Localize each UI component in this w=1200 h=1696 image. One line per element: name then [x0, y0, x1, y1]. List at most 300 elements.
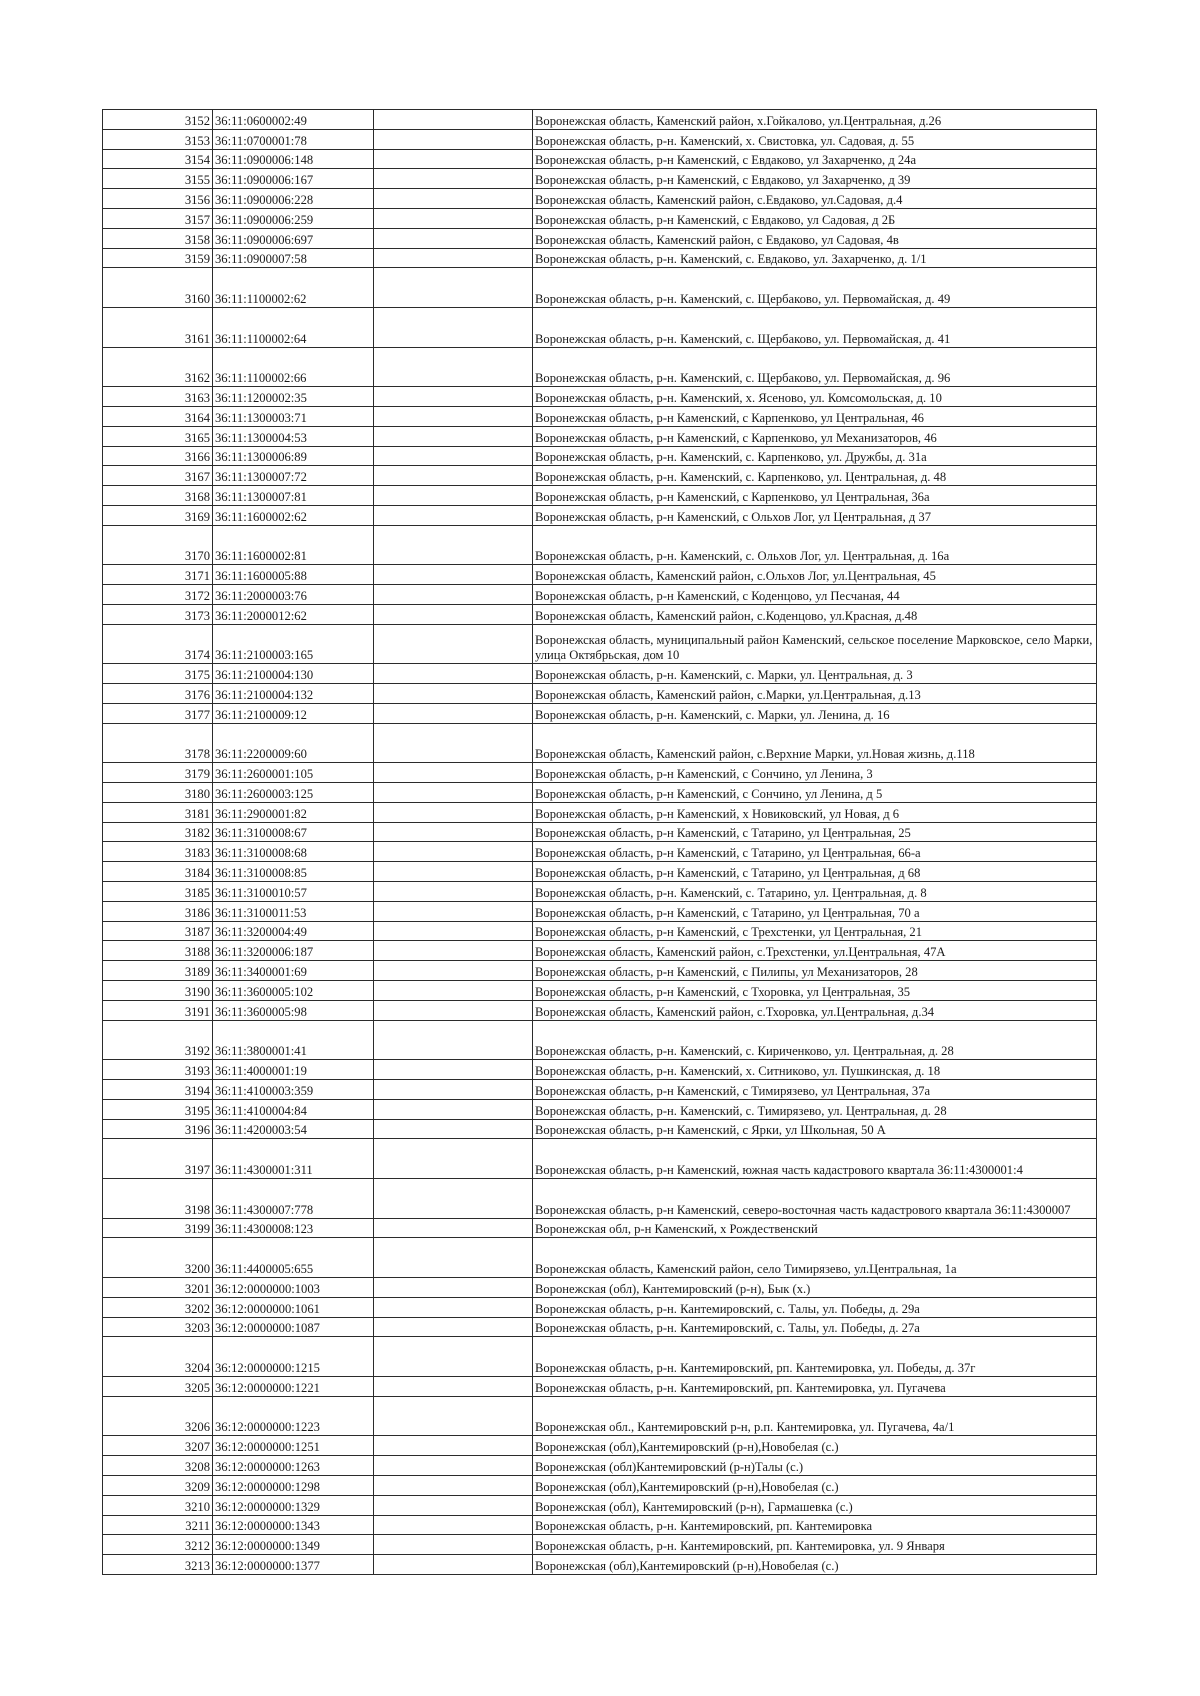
table-row — [103, 1377, 1097, 1397]
address-cell: Воронежская область, р-н Каменский, с Тимирязево, ул Центральная, 37а — [533, 1080, 1097, 1100]
table-row — [103, 1456, 1097, 1476]
address-cell: Воронежская область, р-н Каменский, с Татарино, ул Центральная, 25 — [533, 822, 1097, 842]
empty-cell — [374, 802, 533, 822]
table-row — [103, 723, 1097, 763]
row-number-cell: 3190 — [103, 981, 213, 1001]
table-row — [103, 1317, 1097, 1337]
empty-cell — [374, 169, 533, 189]
row-number-cell: 3194 — [103, 1080, 213, 1100]
cadastral-number-cell: 36:11:0700001:78 — [213, 129, 374, 149]
cadastral-number-cell: 36:11:2900001:82 — [213, 802, 374, 822]
empty-cell — [374, 1436, 533, 1456]
empty-cell — [374, 842, 533, 862]
row-number-cell: 3182 — [103, 822, 213, 842]
table-row — [103, 882, 1097, 902]
empty-cell — [374, 1238, 533, 1278]
cadastral-number-cell: 36:11:0900006:228 — [213, 189, 374, 209]
cadastral-number-cell: 36:11:0900006:259 — [213, 208, 374, 228]
row-number-cell: 3207 — [103, 1436, 213, 1456]
row-number-cell: 3199 — [103, 1218, 213, 1238]
empty-cell — [374, 901, 533, 921]
cadastral-number-cell: 36:11:1600002:62 — [213, 505, 374, 525]
empty-cell — [374, 1179, 533, 1219]
table-row — [103, 406, 1097, 426]
empty-cell — [374, 1099, 533, 1119]
table-row — [103, 1475, 1097, 1495]
row-number-cell: 3188 — [103, 941, 213, 961]
address-cell: Воронежская область, р-н Каменский, с Тхоровка, ул Центральная, 35 — [533, 981, 1097, 1001]
cadastral-number-cell: 36:11:4300001:311 — [213, 1139, 374, 1179]
table-row — [103, 901, 1097, 921]
cadastral-number-cell: 36:12:0000000:1223 — [213, 1396, 374, 1436]
table-row — [103, 347, 1097, 387]
table-body — [103, 110, 1097, 1575]
cadastral-number-cell: 36:11:4100003:359 — [213, 1080, 374, 1100]
empty-cell — [374, 1000, 533, 1020]
cadastral-number-cell: 36:12:0000000:1221 — [213, 1377, 374, 1397]
empty-cell — [374, 1218, 533, 1238]
cadastral-number-cell: 36:11:2600001:105 — [213, 763, 374, 783]
cadastral-number-cell: 36:11:3800001:41 — [213, 1020, 374, 1060]
table-row — [103, 1535, 1097, 1555]
row-number-cell: 3178 — [103, 723, 213, 763]
cadastral-number-cell: 36:11:1200002:35 — [213, 387, 374, 407]
table-row — [103, 624, 1097, 664]
address-cell: Воронежская область, р-н. Каменский, х. Ситниково, ул. Пушкинская, д. 18 — [533, 1060, 1097, 1080]
table-row — [103, 1436, 1097, 1456]
address-cell: Воронежская область, р-н Каменский, с Евдаково, ул Захарченко, д 24а — [533, 149, 1097, 169]
address-cell: Воронежская область, р-н Каменский, с Карпенково, ул Механизаторов, 46 — [533, 426, 1097, 446]
cadastral-number-cell: 36:11:4000001:19 — [213, 1060, 374, 1080]
table-row — [103, 941, 1097, 961]
address-cell: Воронежская область, р-н. Каменский, с. Марки, ул. Ленина, д. 16 — [533, 703, 1097, 723]
cadastral-number-cell: 36:11:3100010:57 — [213, 882, 374, 902]
table-row — [103, 802, 1097, 822]
cadastral-number-cell: 36:11:4300007:778 — [213, 1179, 374, 1219]
table-row — [103, 703, 1097, 723]
table-row — [103, 921, 1097, 941]
empty-cell — [374, 110, 533, 130]
cadastral-number-cell: 36:12:0000000:1251 — [213, 1436, 374, 1456]
empty-cell — [374, 486, 533, 506]
address-cell: Воронежская область, р-н Каменский, с Карпенково, ул Центральная, 36а — [533, 486, 1097, 506]
cadastral-number-cell: 36:11:3200004:49 — [213, 921, 374, 941]
row-number-cell: 3205 — [103, 1377, 213, 1397]
table-row — [103, 208, 1097, 228]
cadastral-number-cell: 36:12:0000000:1061 — [213, 1297, 374, 1317]
cadastral-number-cell: 36:12:0000000:1377 — [213, 1555, 374, 1575]
address-cell: Воронежская область, р-н. Каменский, с. Щербаково, ул. Первомайская, д. 49 — [533, 268, 1097, 308]
address-cell: Воронежская область, р-н Каменский, с Ярки, ул Школьная, 50 А — [533, 1119, 1097, 1139]
empty-cell — [374, 387, 533, 407]
empty-cell — [374, 347, 533, 387]
address-cell: Воронежская область, р-н Каменский, с Сончино, ул Ленина, 3 — [533, 763, 1097, 783]
cadastral-number-cell: 36:11:4100004:84 — [213, 1099, 374, 1119]
table-row — [103, 505, 1097, 525]
cadastral-number-cell: 36:12:0000000:1343 — [213, 1515, 374, 1535]
cadastral-number-cell: 36:11:0900006:148 — [213, 149, 374, 169]
row-number-cell: 3162 — [103, 347, 213, 387]
row-number-cell: 3168 — [103, 486, 213, 506]
empty-cell — [374, 307, 533, 347]
address-cell: Воронежская область, р-н. Кантемировский, рп. Кантемировка, ул. Победы, д. 37г — [533, 1337, 1097, 1377]
address-cell: Воронежская область, р-н. Кантемировский, с. Талы, ул. Победы, д. 27а — [533, 1317, 1097, 1337]
row-number-cell: 3192 — [103, 1020, 213, 1060]
cadastral-number-cell: 36:11:3100011:53 — [213, 901, 374, 921]
cadastral-number-cell: 36:11:1300007:81 — [213, 486, 374, 506]
cadastral-number-cell: 36:11:1100002:66 — [213, 347, 374, 387]
row-number-cell: 3164 — [103, 406, 213, 426]
table-row — [103, 525, 1097, 565]
address-cell: Воронежская область, Каменский район, с Евдаково, ул Садовая, 4в — [533, 228, 1097, 248]
empty-cell — [374, 1456, 533, 1476]
address-cell: Воронежская область, муниципальный район Каменский, сельское поселение Марковское, село Марки, улица Октябрьская, дом 10 — [533, 624, 1097, 664]
row-number-cell: 3176 — [103, 684, 213, 704]
row-number-cell: 3210 — [103, 1495, 213, 1515]
address-cell: Воронежская область, Каменский район, село Тимирязево, ул.Центральная, 1а — [533, 1238, 1097, 1278]
table-row — [103, 189, 1097, 209]
row-number-cell: 3209 — [103, 1475, 213, 1495]
row-number-cell: 3197 — [103, 1139, 213, 1179]
address-cell: Воронежская область, Каменский район, с.Трехстенки, ул.Центральная, 47А — [533, 941, 1097, 961]
table-row — [103, 426, 1097, 446]
cadastral-number-cell: 36:12:0000000:1263 — [213, 1456, 374, 1476]
empty-cell — [374, 763, 533, 783]
cadastral-number-cell: 36:11:4400005:655 — [213, 1238, 374, 1278]
row-number-cell: 3155 — [103, 169, 213, 189]
table-row — [103, 842, 1097, 862]
empty-cell — [374, 1119, 533, 1139]
cadastral-number-cell: 36:12:0000000:1298 — [213, 1475, 374, 1495]
cadastral-number-cell: 36:11:1600002:81 — [213, 525, 374, 565]
address-cell: Воронежская область, р-н. Каменский, х. Свистовка, ул. Садовая, д. 55 — [533, 129, 1097, 149]
row-number-cell: 3179 — [103, 763, 213, 783]
address-cell: Воронежская область, Каменский район, с.Ольхов Лог, ул.Центральная, 45 — [533, 565, 1097, 585]
cadastral-number-cell: 36:11:3400001:69 — [213, 961, 374, 981]
row-number-cell: 3180 — [103, 783, 213, 803]
cadastral-number-cell: 36:11:2100004:132 — [213, 684, 374, 704]
empty-cell — [374, 248, 533, 268]
address-cell: Воронежская область, р-н. Кантемировский, рп. Кантемировка, ул. Пугачева — [533, 1377, 1097, 1397]
row-number-cell: 3157 — [103, 208, 213, 228]
empty-cell — [374, 1139, 533, 1179]
cadastral-number-cell: 36:11:3200006:187 — [213, 941, 374, 961]
table-row — [103, 149, 1097, 169]
cadastral-number-cell: 36:11:2100003:165 — [213, 624, 374, 664]
table-row — [103, 664, 1097, 684]
address-cell: Воронежская область, р-н Каменский, с Татарино, ул Центральная, 66-а — [533, 842, 1097, 862]
address-cell: Воронежская область, Каменский район, с.Евдаково, ул.Садовая, д.4 — [533, 189, 1097, 209]
table-row — [103, 604, 1097, 624]
address-cell: Воронежская область, р-н. Каменский, с. Щербаково, ул. Первомайская, д. 96 — [533, 347, 1097, 387]
empty-cell — [374, 505, 533, 525]
row-number-cell: 3211 — [103, 1515, 213, 1535]
table-row — [103, 110, 1097, 130]
cadastral-number-cell: 36:12:0000000:1349 — [213, 1535, 374, 1555]
row-number-cell: 3184 — [103, 862, 213, 882]
empty-cell — [374, 228, 533, 248]
empty-cell — [374, 525, 533, 565]
row-number-cell: 3159 — [103, 248, 213, 268]
address-cell: Воронежская область, р-н. Кантемировский, с. Талы, ул. Победы, д. 29а — [533, 1297, 1097, 1317]
empty-cell — [374, 268, 533, 308]
cadastral-number-cell: 36:11:1300004:53 — [213, 426, 374, 446]
row-number-cell: 3169 — [103, 505, 213, 525]
address-cell: Воронежская область, р-н. Каменский, х. Ясеново, ул. Комсомольская, д. 10 — [533, 387, 1097, 407]
address-cell: Воронежская область, р-н. Каменский, с. Карпенково, ул. Дружбы, д. 31а — [533, 446, 1097, 466]
table-row — [103, 565, 1097, 585]
empty-cell — [374, 1278, 533, 1298]
address-cell: Воронежская область, р-н. Каменский, с. Евдаково, ул. Захарченко, д. 1/1 — [533, 248, 1097, 268]
address-cell: Воронежская область, р-н. Каменский, с. Татарино, ул. Центральная, д. 8 — [533, 882, 1097, 902]
cadastral-number-cell: 36:11:2100004:130 — [213, 664, 374, 684]
cadastral-number-cell: 36:11:3100008:85 — [213, 862, 374, 882]
cadastral-number-cell: 36:11:1100002:64 — [213, 307, 374, 347]
empty-cell — [374, 1535, 533, 1555]
table-row — [103, 1060, 1097, 1080]
row-number-cell: 3195 — [103, 1099, 213, 1119]
address-cell: Воронежская область, Каменский район, х.Гойкалово, ул.Центральная, д.26 — [533, 110, 1097, 130]
empty-cell — [374, 862, 533, 882]
address-cell: Воронежская область, р-н Каменский, с Евдаково, ул Захарченко, д 39 — [533, 169, 1097, 189]
cadastral-number-cell: 36:11:4300008:123 — [213, 1218, 374, 1238]
address-cell: Воронежская область, р-н Каменский, южная часть кадастрового квартала 36:11:4300001:4 — [533, 1139, 1097, 1179]
empty-cell — [374, 406, 533, 426]
address-cell: Воронежская область, Каменский район, с.Коденцово, ул.Красная, д.48 — [533, 604, 1097, 624]
row-number-cell: 3165 — [103, 426, 213, 446]
cadastral-number-cell: 36:12:0000000:1329 — [213, 1495, 374, 1515]
empty-cell — [374, 664, 533, 684]
row-number-cell: 3187 — [103, 921, 213, 941]
table-row — [103, 129, 1097, 149]
row-number-cell: 3163 — [103, 387, 213, 407]
empty-cell — [374, 1080, 533, 1100]
empty-cell — [374, 961, 533, 981]
cadastral-number-cell: 36:11:2100009:12 — [213, 703, 374, 723]
row-number-cell: 3183 — [103, 842, 213, 862]
empty-cell — [374, 585, 533, 605]
empty-cell — [374, 783, 533, 803]
table-row — [103, 228, 1097, 248]
row-number-cell: 3173 — [103, 604, 213, 624]
empty-cell — [374, 1020, 533, 1060]
address-cell: Воронежская область, р-н. Каменский, с. Тимирязево, ул. Центральная, д. 28 — [533, 1099, 1097, 1119]
empty-cell — [374, 981, 533, 1001]
cadastral-number-cell: 36:11:1300003:71 — [213, 406, 374, 426]
empty-cell — [374, 1297, 533, 1317]
empty-cell — [374, 1317, 533, 1337]
table-row — [103, 1099, 1097, 1119]
row-number-cell: 3203 — [103, 1317, 213, 1337]
address-cell: Воронежская область, р-н. Каменский, с. Ольхов Лог, ул. Центральная, д. 16а — [533, 525, 1097, 565]
table-row — [103, 466, 1097, 486]
address-cell: Воронежская область, р-н. Кантемировский, рп. Кантемировка, ул. 9 Января — [533, 1535, 1097, 1555]
table-row — [103, 1238, 1097, 1278]
row-number-cell: 3172 — [103, 585, 213, 605]
row-number-cell: 3170 — [103, 525, 213, 565]
address-cell: Воронежская область, Каменский район, с.Верхние Марки, ул.Новая жизнь, д.118 — [533, 723, 1097, 763]
row-number-cell: 3177 — [103, 703, 213, 723]
table-row — [103, 1337, 1097, 1377]
address-cell: Воронежская (обл),Кантемировский (р-н),Новобелая (с.) — [533, 1436, 1097, 1456]
empty-cell — [374, 624, 533, 664]
row-number-cell: 3161 — [103, 307, 213, 347]
address-cell: Воронежская область, р-н. Каменский, с. Марки, ул. Центральная, д. 3 — [533, 664, 1097, 684]
empty-cell — [374, 565, 533, 585]
cadastral-number-cell: 36:11:3600005:102 — [213, 981, 374, 1001]
empty-cell — [374, 1555, 533, 1575]
address-cell: Воронежская (обл), Кантемировский (р-н), Гармашевка (с.) — [533, 1495, 1097, 1515]
table-row — [103, 1278, 1097, 1298]
address-cell: Воронежская (обл),Кантемировский (р-н),Новобелая (с.) — [533, 1555, 1097, 1575]
empty-cell — [374, 446, 533, 466]
cadastral-number-cell: 36:11:0600002:49 — [213, 110, 374, 130]
empty-cell — [374, 822, 533, 842]
address-cell: Воронежская область, р-н. Каменский, с. Кириченково, ул. Центральная, д. 28 — [533, 1020, 1097, 1060]
address-cell: Воронежская область, р-н. Каменский, с. Щербаково, ул. Первомайская, д. 41 — [533, 307, 1097, 347]
row-number-cell: 3185 — [103, 882, 213, 902]
row-number-cell: 3201 — [103, 1278, 213, 1298]
address-cell: Воронежская область, р-н Каменский, с Сончино, ул Ленина, д 5 — [533, 783, 1097, 803]
cadastral-number-cell: 36:11:0900006:697 — [213, 228, 374, 248]
address-cell: Воронежская область, Каменский район, с.Тхоровка, ул.Центральная, д.34 — [533, 1000, 1097, 1020]
empty-cell — [374, 466, 533, 486]
cadastral-number-cell: 36:11:1100002:62 — [213, 268, 374, 308]
table-row — [103, 169, 1097, 189]
empty-cell — [374, 1475, 533, 1495]
row-number-cell: 3167 — [103, 466, 213, 486]
address-cell: Воронежская область, р-н Каменский, с Ольхов Лог, ул Центральная, д 37 — [533, 505, 1097, 525]
address-cell: Воронежская область, р-н Каменский, с Трехстенки, ул Центральная, 21 — [533, 921, 1097, 941]
address-cell: Воронежская область, р-н. Кантемировский, рп. Кантемировка — [533, 1515, 1097, 1535]
address-cell: Воронежская область, р-н Каменский, с Татарино, ул Центральная, д 68 — [533, 862, 1097, 882]
empty-cell — [374, 941, 533, 961]
cadastral-number-cell: 36:12:0000000:1003 — [213, 1278, 374, 1298]
address-cell: Воронежская область, р-н Каменский, с Карпенково, ул Центральная, 46 — [533, 406, 1097, 426]
table-row — [103, 822, 1097, 842]
table-row — [103, 585, 1097, 605]
empty-cell — [374, 1060, 533, 1080]
row-number-cell: 3212 — [103, 1535, 213, 1555]
cadastral-number-cell: 36:11:3600005:98 — [213, 1000, 374, 1020]
row-number-cell: 3193 — [103, 1060, 213, 1080]
address-cell: Воронежская область, р-н Каменский, х Новиковский, ул Новая, д 6 — [533, 802, 1097, 822]
row-number-cell: 3160 — [103, 268, 213, 308]
table-row — [103, 981, 1097, 1001]
cadastral-number-cell: 36:12:0000000:1215 — [213, 1337, 374, 1377]
table-row — [103, 307, 1097, 347]
empty-cell — [374, 189, 533, 209]
address-cell: Воронежская область, р-н Каменский, северо-восточная часть кадастрового квартала 36:11:4300007 — [533, 1179, 1097, 1219]
table-row — [103, 961, 1097, 981]
table-row — [103, 1119, 1097, 1139]
address-cell: Воронежская (обл)Кантемировский (р-н)Талы (с.) — [533, 1456, 1097, 1476]
cadastral-number-cell: 36:11:2200009:60 — [213, 723, 374, 763]
row-number-cell: 3171 — [103, 565, 213, 585]
cadastral-number-cell: 36:11:2600003:125 — [213, 783, 374, 803]
table-row — [103, 486, 1097, 506]
address-cell: Воронежская область, р-н. Каменский, с. Карпенково, ул. Центральная, д. 48 — [533, 466, 1097, 486]
row-number-cell: 3213 — [103, 1555, 213, 1575]
address-cell: Воронежская область, р-н Каменский, с Пилипы, ул Механизаторов, 28 — [533, 961, 1097, 981]
cadastral-number-cell: 36:11:2000012:62 — [213, 604, 374, 624]
empty-cell — [374, 129, 533, 149]
empty-cell — [374, 723, 533, 763]
table-row — [103, 1297, 1097, 1317]
table-row — [103, 1555, 1097, 1575]
row-number-cell: 3208 — [103, 1456, 213, 1476]
row-number-cell: 3181 — [103, 802, 213, 822]
empty-cell — [374, 149, 533, 169]
row-number-cell: 3175 — [103, 664, 213, 684]
row-number-cell: 3153 — [103, 129, 213, 149]
address-cell: Воронежская обл., Кантемировский р-н, р.п. Кантемировка, ул. Пугачева, 4а/1 — [533, 1396, 1097, 1436]
table-row — [103, 1495, 1097, 1515]
row-number-cell: 3152 — [103, 110, 213, 130]
table-row — [103, 1080, 1097, 1100]
row-number-cell: 3156 — [103, 189, 213, 209]
address-cell: Воронежская обл, р-н Каменский, х Рождественский — [533, 1218, 1097, 1238]
empty-cell — [374, 882, 533, 902]
empty-cell — [374, 1396, 533, 1436]
row-number-cell: 3158 — [103, 228, 213, 248]
row-number-cell: 3202 — [103, 1297, 213, 1317]
table-row — [103, 763, 1097, 783]
cadastral-number-cell: 36:11:3100008:67 — [213, 822, 374, 842]
cadastral-number-cell: 36:12:0000000:1087 — [213, 1317, 374, 1337]
table-row — [103, 446, 1097, 466]
table-row — [103, 1218, 1097, 1238]
cadastral-number-cell: 36:11:0900006:167 — [213, 169, 374, 189]
row-number-cell: 3166 — [103, 446, 213, 466]
empty-cell — [374, 1337, 533, 1377]
empty-cell — [374, 1515, 533, 1535]
cadastral-number-cell: 36:11:1600005:88 — [213, 565, 374, 585]
table-row — [103, 268, 1097, 308]
row-number-cell: 3186 — [103, 901, 213, 921]
empty-cell — [374, 1495, 533, 1515]
cadastral-table — [102, 109, 1097, 1575]
row-number-cell: 3204 — [103, 1337, 213, 1377]
table-row — [103, 1515, 1097, 1535]
row-number-cell: 3206 — [103, 1396, 213, 1436]
table-row — [103, 248, 1097, 268]
empty-cell — [374, 684, 533, 704]
empty-cell — [374, 1377, 533, 1397]
row-number-cell: 3196 — [103, 1119, 213, 1139]
cadastral-number-cell: 36:11:4200003:54 — [213, 1119, 374, 1139]
address-cell: Воронежская (обл),Кантемировский (р-н),Новобелая (с.) — [533, 1475, 1097, 1495]
table-row — [103, 1396, 1097, 1436]
table-row — [103, 1139, 1097, 1179]
table-row — [103, 1179, 1097, 1219]
empty-cell — [374, 426, 533, 446]
row-number-cell: 3198 — [103, 1179, 213, 1219]
address-cell: Воронежская область, р-н Каменский, с Коденцово, ул Песчаная, 44 — [533, 585, 1097, 605]
table-row — [103, 783, 1097, 803]
empty-cell — [374, 208, 533, 228]
empty-cell — [374, 703, 533, 723]
row-number-cell: 3191 — [103, 1000, 213, 1020]
empty-cell — [374, 921, 533, 941]
address-cell: Воронежская область, р-н Каменский, с Евдаково, ул Садовая, д 2Б — [533, 208, 1097, 228]
row-number-cell: 3200 — [103, 1238, 213, 1278]
table-row — [103, 684, 1097, 704]
table-row — [103, 1000, 1097, 1020]
cadastral-number-cell: 36:11:2000003:76 — [213, 585, 374, 605]
cadastral-number-cell: 36:11:3100008:68 — [213, 842, 374, 862]
row-number-cell: 3174 — [103, 624, 213, 664]
